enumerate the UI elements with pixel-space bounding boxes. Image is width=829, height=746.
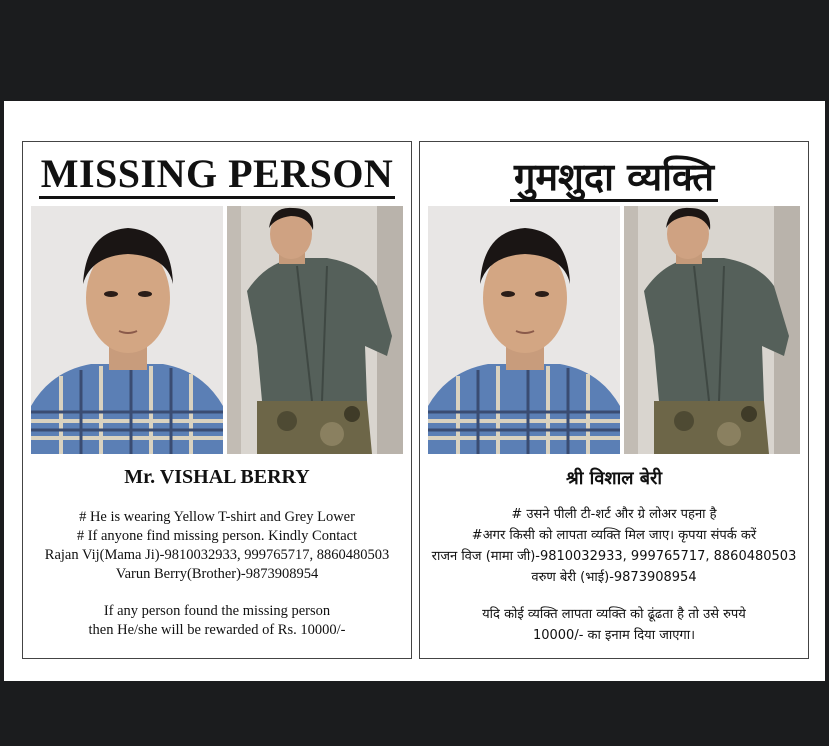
contact-varun-line: वरुण बेरी (भाई)-9873908954: [531, 570, 697, 585]
full-body-photo: [227, 206, 403, 454]
face-photo: [428, 206, 620, 454]
reward-line-2: 10000/- का इनाम दिया जाएगा।: [532, 628, 696, 643]
description-block: [23, 508, 411, 640]
poster-heading: MISSING PERSON: [23, 150, 411, 197]
contact-rajan-line: Rajan Vij(Mama Ji)-9810032933, 999765717, 8860480503: [44, 547, 390, 563]
poster-heading-hindi: गुमशुदा व्यक्ति: [420, 150, 808, 202]
clothing-line: # उसने पीली टी-शर्ट और ग्रे लोअर पहना है: [511, 507, 717, 522]
contact-instruction-line: # If anyone find missing person. Kindly Contact: [76, 528, 358, 544]
full-body-photo: [624, 206, 800, 454]
english-poster-panel: [22, 141, 412, 659]
hindi-poster-panel: [419, 141, 809, 659]
person-name: Mr. VISHAL BERRY: [124, 466, 310, 488]
contact-varun-line: Varun Berry(Brother)-9873908954: [115, 566, 319, 582]
description-block-hindi: [420, 504, 808, 646]
reward-line-1: यदि कोई व्यक्ति लापता व्यक्ति को ढूंढता है तो उसे रुपये: [482, 607, 746, 622]
contact-rajan-line: राजन विज (मामा जी)-9810032933, 999765717, 8860480503: [431, 549, 797, 564]
contact-instruction-line: #अगर किसी को लापता व्यक्ति मिल जाए। कृपया संपर्क करें: [471, 528, 757, 543]
person-name-hindi: श्री विशाल बेरी: [565, 468, 663, 489]
poster-sheet: [4, 101, 825, 681]
clothing-line: # He is wearing Yellow T-shirt and Grey Lower: [79, 509, 355, 525]
reward-line-1: If any person found the missing person: [103, 603, 331, 619]
reward-line-2: then He/she will be rewarded of Rs. 10000/-: [88, 622, 346, 638]
face-photo: [31, 206, 223, 454]
